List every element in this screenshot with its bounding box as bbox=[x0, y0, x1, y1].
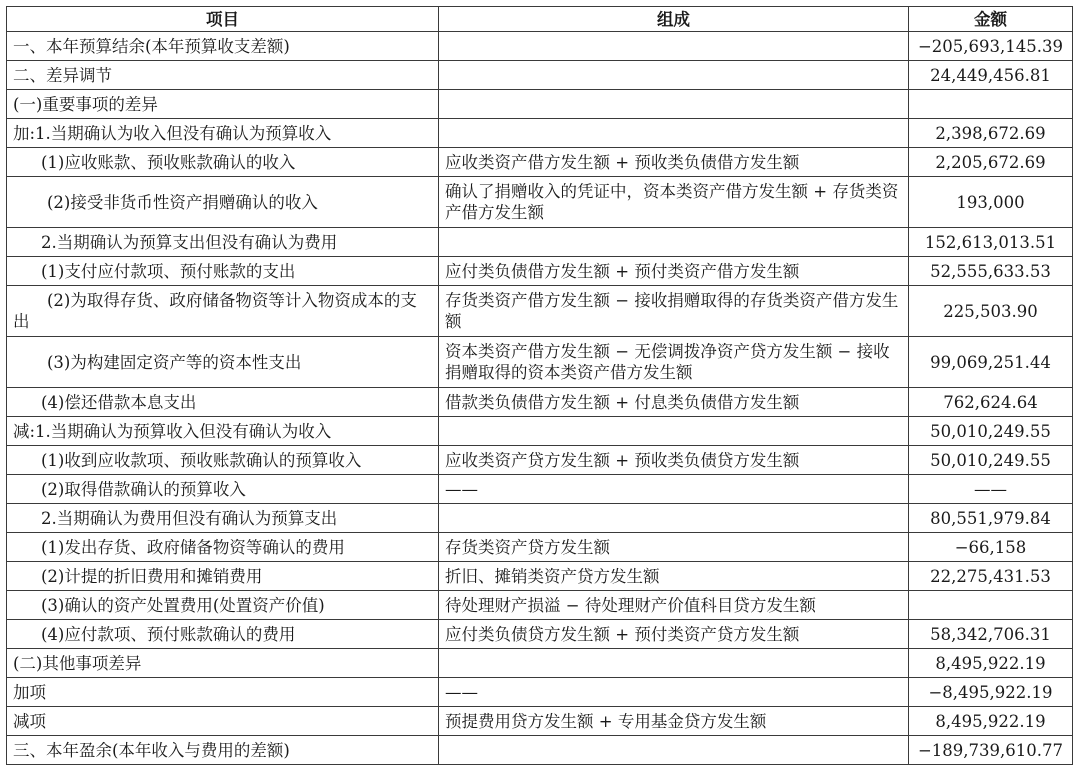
row-composition: 应付类负债贷方发生额 + 预付类资产贷方发生额 bbox=[439, 620, 909, 649]
row-composition: 待处理财产损溢 − 待处理财产价值科目贷方发生额 bbox=[439, 591, 909, 620]
table-row bbox=[7, 228, 1073, 257]
row-item: (4)偿还借款本息支出 bbox=[7, 388, 439, 417]
row-item: 二、差异调节 bbox=[7, 61, 439, 90]
row-amount: −189,739,610.77 bbox=[909, 736, 1073, 765]
row-composition bbox=[439, 736, 909, 765]
header-row bbox=[7, 7, 1073, 32]
row-amount: 58,342,706.31 bbox=[909, 620, 1073, 649]
row-composition: 应收类资产贷方发生额 + 预收类负债贷方发生额 bbox=[439, 446, 909, 475]
table-row bbox=[7, 286, 1073, 337]
row-composition: 存货类资产借方发生额 − 接收捐赠取得的存货类资产借方发生额 bbox=[439, 286, 909, 337]
table-row bbox=[7, 446, 1073, 475]
row-amount: 50,010,249.55 bbox=[909, 417, 1073, 446]
row-amount: 52,555,633.53 bbox=[909, 257, 1073, 286]
row-item: 一、本年预算结余(本年预算收支差额) bbox=[7, 32, 439, 61]
row-item: (一)重要事项的差异 bbox=[7, 90, 439, 119]
row-item: (2)计提的折旧费用和摊销费用 bbox=[7, 562, 439, 591]
row-amount bbox=[909, 591, 1073, 620]
table-row bbox=[7, 620, 1073, 649]
row-amount: −66,158 bbox=[909, 533, 1073, 562]
row-amount: 24,449,456.81 bbox=[909, 61, 1073, 90]
row-amount: 8,495,922.19 bbox=[909, 707, 1073, 736]
table-row bbox=[7, 649, 1073, 678]
table-row bbox=[7, 337, 1073, 388]
row-composition: —— bbox=[439, 678, 909, 707]
row-composition bbox=[439, 649, 909, 678]
row-amount: 152,613,013.51 bbox=[909, 228, 1073, 257]
row-amount: 2,205,672.69 bbox=[909, 148, 1073, 177]
row-composition bbox=[439, 417, 909, 446]
row-amount: 193,000 bbox=[909, 177, 1073, 228]
budget-reconciliation-table bbox=[6, 6, 1073, 765]
row-composition: 应收类资产借方发生额 + 预收类负债借方发生额 bbox=[439, 148, 909, 177]
table-row bbox=[7, 388, 1073, 417]
row-item: 减:1.当期确认为预算收入但没有确认为收入 bbox=[7, 417, 439, 446]
row-amount: −205,693,145.39 bbox=[909, 32, 1073, 61]
row-item: (2)为取得存货、政府储备物资等计入物资成本的支出 bbox=[7, 286, 439, 337]
row-item: (二)其他事项差异 bbox=[7, 649, 439, 678]
row-composition: 借款类负债借方发生额 + 付息类负债借方发生额 bbox=[439, 388, 909, 417]
row-item: (3)确认的资产处置费用(处置资产价值) bbox=[7, 591, 439, 620]
table-row bbox=[7, 533, 1073, 562]
row-item: 三、本年盈余(本年收入与费用的差额) bbox=[7, 736, 439, 765]
row-composition bbox=[439, 504, 909, 533]
row-amount: 99,069,251.44 bbox=[909, 337, 1073, 388]
row-item: (1)支付应付款项、预付账款的支出 bbox=[7, 257, 439, 286]
table-row bbox=[7, 591, 1073, 620]
row-amount: 50,010,249.55 bbox=[909, 446, 1073, 475]
row-item: 减项 bbox=[7, 707, 439, 736]
row-item: (1)收到应收款项、预收账款确认的预算收入 bbox=[7, 446, 439, 475]
row-amount: 8,495,922.19 bbox=[909, 649, 1073, 678]
row-amount: 225,503.90 bbox=[909, 286, 1073, 337]
table-row bbox=[7, 61, 1073, 90]
row-item: (1)应收账款、预收账款确认的收入 bbox=[7, 148, 439, 177]
table-row bbox=[7, 257, 1073, 286]
table-row bbox=[7, 148, 1073, 177]
row-item: (1)发出存货、政府储备物资等确认的费用 bbox=[7, 533, 439, 562]
row-amount bbox=[909, 90, 1073, 119]
row-amount: 80,551,979.84 bbox=[909, 504, 1073, 533]
row-composition bbox=[439, 119, 909, 148]
row-item: 加项 bbox=[7, 678, 439, 707]
row-composition bbox=[439, 228, 909, 257]
row-item: (3)为构建固定资产等的资本性支出 bbox=[7, 337, 439, 388]
row-amount: 2,398,672.69 bbox=[909, 119, 1073, 148]
row-amount: —— bbox=[909, 475, 1073, 504]
row-amount: 762,624.64 bbox=[909, 388, 1073, 417]
table-row bbox=[7, 678, 1073, 707]
row-composition: 存货类资产贷方发生额 bbox=[439, 533, 909, 562]
table-row bbox=[7, 417, 1073, 446]
row-composition: —— bbox=[439, 475, 909, 504]
table-row bbox=[7, 90, 1073, 119]
table-row bbox=[7, 504, 1073, 533]
row-composition bbox=[439, 32, 909, 61]
row-item: 加:1.当期确认为收入但没有确认为预算收入 bbox=[7, 119, 439, 148]
reconciliation-table-container bbox=[6, 6, 1072, 765]
row-composition bbox=[439, 61, 909, 90]
row-item: 2.当期确认为费用但没有确认为预算支出 bbox=[7, 504, 439, 533]
header-composition: 组成 bbox=[439, 7, 909, 32]
row-item: (2)接受非货币性资产捐赠确认的收入 bbox=[7, 177, 439, 228]
row-item: (4)应付款项、预付账款确认的费用 bbox=[7, 620, 439, 649]
table-row bbox=[7, 475, 1073, 504]
row-amount: 22,275,431.53 bbox=[909, 562, 1073, 591]
header-amount: 金额 bbox=[909, 7, 1073, 32]
row-item: 2.当期确认为预算支出但没有确认为费用 bbox=[7, 228, 439, 257]
table-row bbox=[7, 736, 1073, 765]
row-composition: 折旧、摊销类资产贷方发生额 bbox=[439, 562, 909, 591]
row-composition: 资本类资产借方发生额 − 无偿调拨净资产贷方发生额 − 接收捐赠取得的资本类资产借方发生额 bbox=[439, 337, 909, 388]
table-row bbox=[7, 32, 1073, 61]
header-item: 项目 bbox=[7, 7, 439, 32]
table-row bbox=[7, 177, 1073, 228]
row-amount: −8,495,922.19 bbox=[909, 678, 1073, 707]
row-item: (2)取得借款确认的预算收入 bbox=[7, 475, 439, 504]
table-row bbox=[7, 707, 1073, 736]
table-row bbox=[7, 119, 1073, 148]
table-row bbox=[7, 562, 1073, 591]
row-composition: 应付类负债借方发生额 + 预付类资产借方发生额 bbox=[439, 257, 909, 286]
row-composition: 确认了捐赠收入的凭证中，资本类资产借方发生额 + 存货类资产借方发生额 bbox=[439, 177, 909, 228]
row-composition: 预提费用贷方发生额 + 专用基金贷方发生额 bbox=[439, 707, 909, 736]
row-composition bbox=[439, 90, 909, 119]
